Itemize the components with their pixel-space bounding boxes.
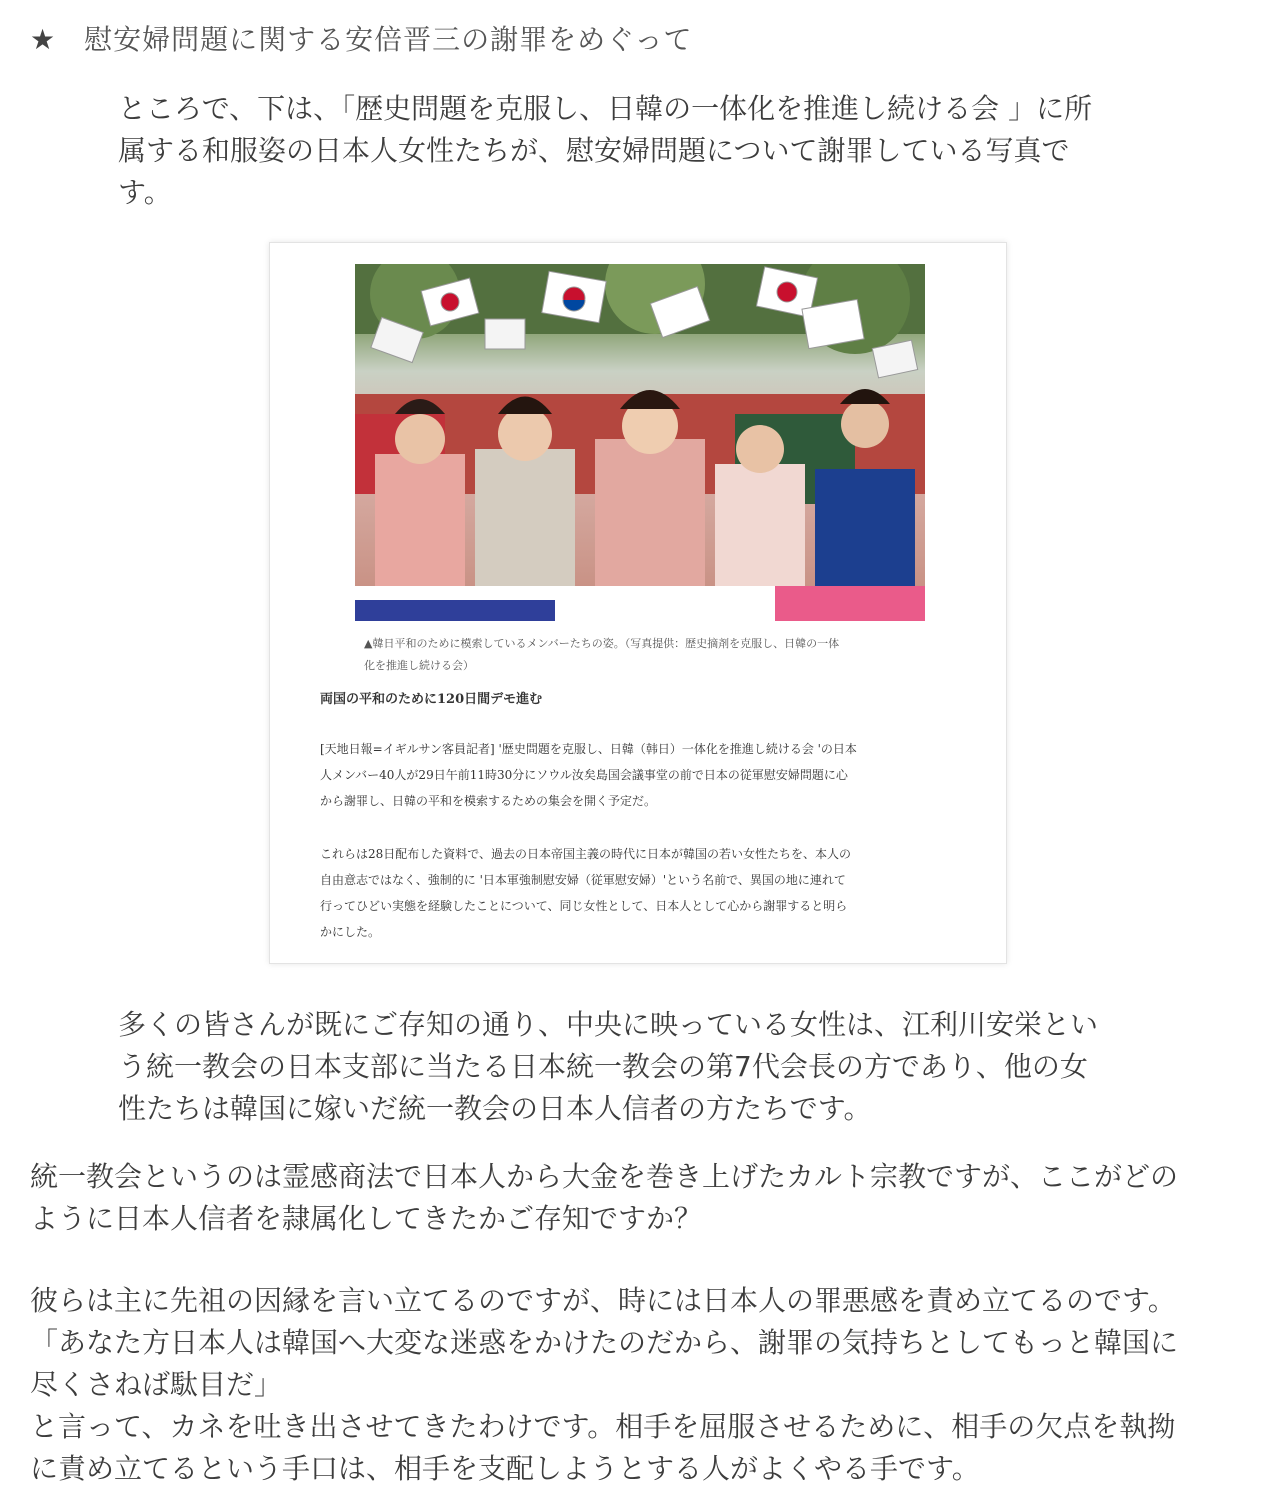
heading-title: 慰安婦問題に関する安倍晋三の謝罪をめぐって [84,23,693,56]
protest-photo [355,264,925,621]
section-heading [30,18,693,58]
body-paragraph-1: 統一教会というのは霊感商法で日本人から大金を巻き上げたカルト宗教ですが、ここがどの ように日本人信者を隷属化してきたかご存知ですか？ [30,1160,1179,1235]
body-paragraph-2: 彼らは主に先祖の因縁を言い立てるのですが、時には日本人の罪悪感を責め立てるのです。 「あなた方日本人は韓国へ大変な迷惑をかけたのだから、謝罪の気持ちとしてもっと韓国に 尽くさねば駄目だ」 と言って、カネを吐き出させてきたわけです。相手を屈服させるために、相手の欠点を執拗 に責め立てるという手口は、相手を支配しようとする人がよくやる手です。 [30,1284,1179,1485]
article-paragraph-1: [天地日報=イギルサン客員記者] '歴史問題を克服し、日韓（韩日）一体化を推進し続ける会 'の日本 人メンバー40人が29日午前11時30分にソウル汝矣島国会議事堂の前で日本の従軍慰安婦問題に心 から謝罪し、日韓の平和を模索するための集会を開く予定だ。 [320,742,857,808]
news-clipping-figure [269,242,1007,964]
photo-illustration [355,264,925,621]
middle-paragraph: 多くの皆さんが既にご存知の通り、中央に映っている女性は、江利川安栄とい う統一教会の日本支部に当たる日本統一教会の第7代会長の方であり、他の女 性たちは韓国に嫁いだ統一教会の日本人信者の方たちです。 [118,1008,1099,1125]
star-icon: ★ [30,23,57,56]
photo-caption: ▲韓日平和のために模索しているメンバーたちの姿。（写真提供：歴史摘剤を克服し、日韓の一体 化を推進し続ける会） [364,637,840,672]
article-paragraph-2: これらは28日配布した資料で、過去の日本帝国主義の時代に日本が韓国の若い女性たちを、本人の 自由意志ではなく、強制的に '日本軍強制慰安婦（従軍慰安婦）'という名前で、異国の地に連れて 行ってひどい実態を経験したことについて、同じ女性として、日本人として心から謝罪すると明ら かにした。 [320,847,852,939]
intro-paragraph: ところで、下は、「歴史問題を克服し、日韓の一体化を推進し続ける会 」に所 属する和服姿の日本人女性たちが、慰安婦問題について謝罪している写真で す。 [118,92,1093,209]
article-subhead: 両国の平和のために120日間デモ進む [320,692,543,707]
